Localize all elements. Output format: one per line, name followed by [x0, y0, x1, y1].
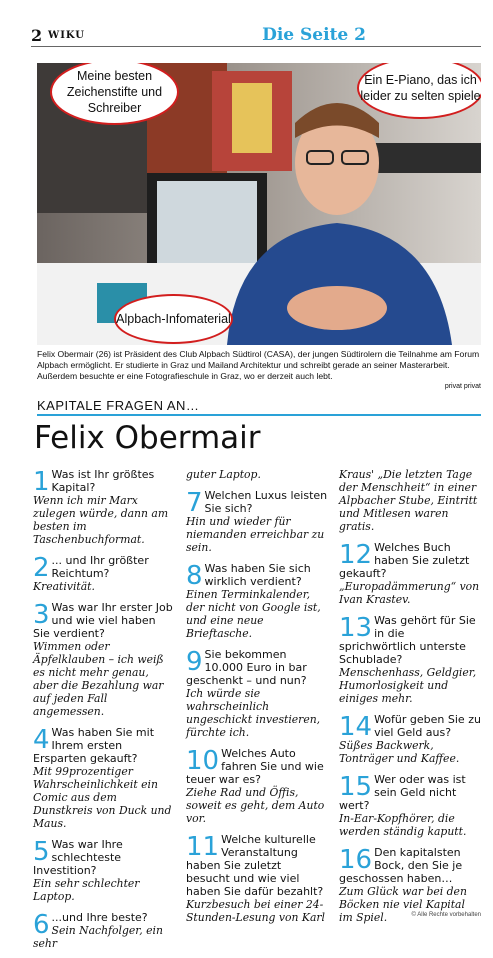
question: Welche kulturelle Veranstaltung haben Sie zuletzt besucht und wie viel haben Sie dafür bezahlt? — [186, 833, 324, 898]
qa-item — [339, 614, 481, 705]
question: Wofür geben Sie zu viel Geld aus? — [374, 713, 481, 739]
question: ...und Ihre beste? — [51, 911, 148, 924]
annotation-piano: Ein E-Piano, das ich leider zu selten spiele — [357, 63, 481, 119]
qa-item — [186, 833, 328, 924]
question-number: 7 — [186, 488, 203, 518]
qa-item — [33, 911, 175, 950]
kicker-rule — [37, 414, 481, 416]
answer: In-Ear-Kopfhörer, die werden ständig kaputt. — [339, 812, 467, 838]
question-number: 13 — [339, 613, 373, 643]
question: ... und Ihr größter Reichtum? — [51, 554, 149, 580]
headline: Felix Obermair — [34, 420, 261, 456]
question-number: 8 — [186, 561, 203, 591]
answer: guter Laptop. — [186, 468, 261, 481]
copyright: © Alle Rechte vorbehalten — [411, 912, 481, 918]
column-2 — [186, 468, 328, 932]
answer: Menschenhass, Geldgier, Humorlosigkeit und einiges mehr. — [339, 666, 477, 705]
qa-item — [339, 468, 481, 533]
question: Was war Ihre schlechteste Investition? — [33, 838, 123, 877]
qa-item — [33, 838, 175, 903]
question: Sie bekommen 10.000 Euro in bar geschenkt – und nun? — [186, 648, 307, 687]
question-number: 5 — [33, 837, 50, 867]
question-number: 16 — [339, 845, 373, 875]
question: Was gehört für Sie in die sprichwörtlich unterste Schublade? — [339, 614, 476, 666]
question: Was haben Sie mit Ihrem ersten Ersparten gekauft? — [33, 726, 155, 765]
qa-item — [33, 554, 175, 593]
qa-item — [339, 541, 481, 606]
answer: Ziehe Rad und Öffis, soweit es geht, dem Auto vor. — [186, 786, 325, 825]
answer: Wenn ich mir Marx zulegen würde, dann am besten im Taschenbuchformat. — [33, 494, 169, 546]
qa-item — [33, 468, 175, 546]
question-number: 1 — [33, 467, 50, 497]
brand-label: WIKU — [48, 30, 85, 41]
portrait-photo — [37, 63, 481, 345]
page-header — [31, 26, 481, 47]
answer: „Europadämmerung“ von Ivan Krastev. — [339, 580, 480, 606]
qa-item — [186, 747, 328, 825]
question-number: 14 — [339, 712, 373, 742]
answer: Kraus' „Die letzten Tage der Menschheit“ in einer Alpbacher Stube, Eintritt und Mitlesen waren gratis. — [339, 468, 478, 533]
answer: Hin und wieder für niemanden erreichbar zu sein. — [186, 515, 325, 554]
qa-item — [186, 562, 328, 640]
qa-item — [33, 601, 175, 718]
question: Was war Ihr erster Job und wie viel haben Sie verdient? — [33, 601, 173, 640]
column-3 — [339, 468, 481, 932]
question: Was haben Sie sich wirklich verdient? — [204, 562, 311, 588]
qa-item — [339, 713, 481, 765]
question-number: 6 — [33, 910, 50, 940]
question: Welches Buch haben Sie zuletzt gekauft? — [339, 541, 470, 580]
question-number: 10 — [186, 746, 220, 776]
question: Wer oder was ist sein Geld nicht wert? — [339, 773, 466, 812]
column-1 — [33, 468, 175, 958]
answer: Süßes Backwerk, Tonträger und Kaffee. — [339, 739, 460, 765]
answer: Einen Terminkalender, der nicht von Google ist, und eine neue Brieftasche. — [186, 588, 321, 640]
qa-item — [186, 648, 328, 739]
question-number: 2 — [33, 553, 50, 583]
qa-item — [186, 489, 328, 554]
answer: Ich würde sie wahrscheinlich ungeschickt investieren, fürchte ich. — [186, 687, 321, 739]
question-number: 3 — [33, 600, 50, 630]
page-number: 2 — [31, 26, 43, 45]
question-number: 15 — [339, 772, 373, 802]
answer: Kurzbesuch bei einer 24-Stunden-Lesung von Karl — [186, 898, 325, 924]
answer: Sein Nachfolger, ein sehr — [33, 924, 163, 950]
photo-caption: Felix Obermair (26) ist Präsident des Club Alpbach Südtirol (CASA), der jungen Südtirolern die Teilnahme am Forum Alpbach ermöglicht. Er studierte in Graz und Mailand Architektur und schreibt gerade an seiner Masterarbeit. Außerdem besuchte er eine Fotografieschule in Graz, wo er derzeit auch lebt. — [37, 349, 480, 381]
qa-item — [339, 773, 481, 838]
answer: Ein sehr schlechter Laptop. — [33, 877, 140, 903]
photo-credit: privat privat — [444, 383, 481, 390]
kicker: KAPITALE FRAGEN AN… — [37, 398, 200, 413]
section-title: Die Seite 2 — [262, 25, 366, 45]
annotation-pencils: Meine besten Zeichenstifte und Schreiber — [50, 63, 179, 125]
question: Was ist Ihr größtes Kapital? — [51, 468, 155, 494]
question-number: 11 — [186, 832, 220, 862]
annotation-brochures: Alpbach-Infomaterial — [114, 294, 233, 344]
question-number: 9 — [186, 647, 203, 677]
question-number: 12 — [339, 540, 373, 570]
question: Welchen Luxus leisten Sie sich? — [204, 489, 328, 515]
qa-item — [33, 726, 175, 830]
question: Welches Auto fahren Sie und wie teuer war es? — [186, 747, 324, 786]
qa-item — [186, 468, 328, 481]
answer: Mit 99prozentiger Wahrscheinlichkeit ein Comic aus dem Dunstkreis von Duck und Maus. — [33, 765, 172, 830]
answer: Wimmen oder Äpfelklauben – ich weiß es nicht mehr genau, aber die Bezahlung war auf jeden Fall angemessen. — [33, 640, 164, 718]
answer: Zum Glück war bei den Böcken nie viel Kapital im Spiel. — [339, 885, 467, 924]
question-number: 4 — [33, 725, 50, 755]
answer: Kreativität. — [33, 580, 95, 593]
question: Den kapitalsten Bock, den Sie je geschossen haben… — [339, 846, 463, 885]
